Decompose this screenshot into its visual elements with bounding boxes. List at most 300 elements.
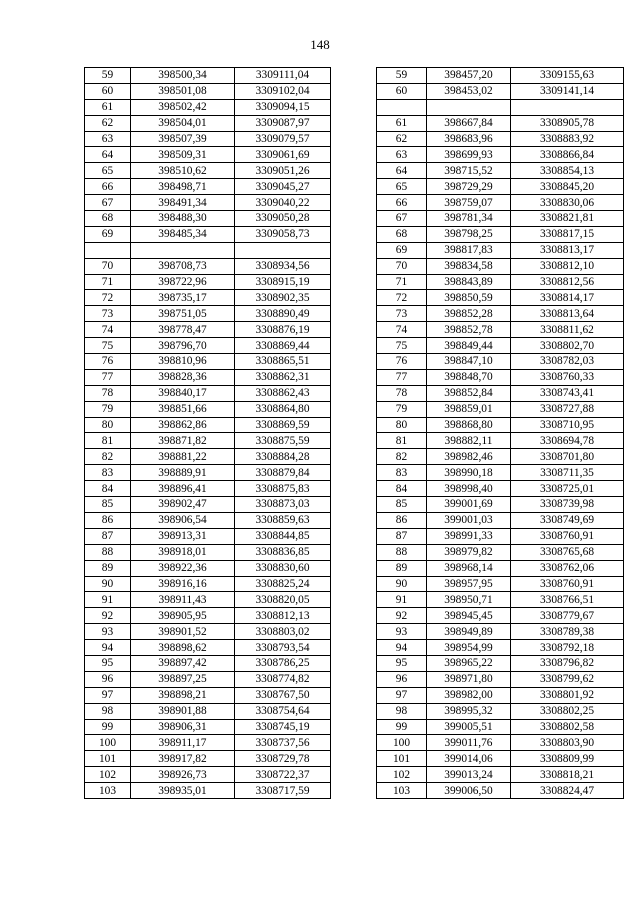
table-row bbox=[85, 258, 331, 274]
x-coordinate-cell: 398851,66 bbox=[131, 401, 235, 417]
point-number-cell: 85 bbox=[377, 497, 427, 513]
y-coordinate-cell: 3308802,58 bbox=[511, 719, 624, 735]
y-coordinate-cell: 3308737,56 bbox=[235, 735, 331, 751]
x-coordinate-cell: 398502,42 bbox=[131, 99, 235, 115]
point-number-cell: 94 bbox=[85, 640, 131, 656]
point-number-cell: 91 bbox=[377, 592, 427, 608]
y-coordinate-cell: 3308854,13 bbox=[511, 163, 624, 179]
x-coordinate-cell: 398859,01 bbox=[427, 401, 511, 417]
table-row bbox=[377, 576, 624, 592]
y-coordinate-cell: 3309045,27 bbox=[235, 179, 331, 195]
table-row bbox=[85, 767, 331, 783]
point-number-cell: 101 bbox=[85, 751, 131, 767]
x-coordinate-cell: 398852,28 bbox=[427, 306, 511, 322]
x-coordinate-cell: 398998,40 bbox=[427, 481, 511, 497]
x-coordinate-cell: 398982,46 bbox=[427, 449, 511, 465]
x-coordinate-cell: 398509,31 bbox=[131, 147, 235, 163]
y-coordinate-cell: 3308879,84 bbox=[235, 465, 331, 481]
x-coordinate-cell: 398862,86 bbox=[131, 417, 235, 433]
table-row bbox=[85, 687, 331, 703]
x-coordinate-cell: 398501,08 bbox=[131, 83, 235, 99]
table-row bbox=[85, 242, 331, 258]
x-coordinate-cell: 398810,96 bbox=[131, 354, 235, 370]
x-coordinate-cell: 398778,47 bbox=[131, 322, 235, 338]
table-row bbox=[377, 719, 624, 735]
x-coordinate-cell: 398990,18 bbox=[427, 465, 511, 481]
y-coordinate-cell: 3308745,19 bbox=[235, 719, 331, 735]
table-row bbox=[85, 115, 331, 131]
table-row bbox=[85, 576, 331, 592]
point-number-cell: 67 bbox=[85, 195, 131, 211]
table-row bbox=[377, 147, 624, 163]
y-coordinate-cell: 3308869,59 bbox=[235, 417, 331, 433]
y-coordinate-cell: 3309058,73 bbox=[235, 226, 331, 242]
y-coordinate-cell: 3308830,06 bbox=[511, 195, 624, 211]
x-coordinate-cell: 398781,34 bbox=[427, 211, 511, 227]
x-coordinate-cell: 398491,34 bbox=[131, 195, 235, 211]
point-number-cell: 73 bbox=[85, 306, 131, 322]
y-coordinate-cell: 3308760,91 bbox=[511, 528, 624, 544]
point-number-cell: 76 bbox=[85, 354, 131, 370]
x-coordinate-cell: 398683,96 bbox=[427, 131, 511, 147]
y-coordinate-cell: 3308725,01 bbox=[511, 481, 624, 497]
table-row bbox=[85, 481, 331, 497]
x-coordinate-cell: 398897,25 bbox=[131, 671, 235, 687]
x-coordinate-cell: 398917,82 bbox=[131, 751, 235, 767]
x-coordinate-cell: 398991,33 bbox=[427, 528, 511, 544]
y-coordinate-cell: 3309094,15 bbox=[235, 99, 331, 115]
point-number-cell: 77 bbox=[85, 369, 131, 385]
x-coordinate-cell: 398798,25 bbox=[427, 226, 511, 242]
table-row bbox=[85, 544, 331, 560]
point-number-cell: 65 bbox=[85, 163, 131, 179]
y-coordinate-cell: 3308803,02 bbox=[235, 624, 331, 640]
x-coordinate-cell: 398843,89 bbox=[427, 274, 511, 290]
point-number-cell: 66 bbox=[377, 195, 427, 211]
point-number-cell: 85 bbox=[85, 497, 131, 513]
table-row bbox=[85, 449, 331, 465]
table-row bbox=[377, 655, 624, 671]
point-number-cell: 91 bbox=[85, 592, 131, 608]
y-coordinate-cell: 3308865,51 bbox=[235, 354, 331, 370]
y-coordinate-cell: 3308812,10 bbox=[511, 258, 624, 274]
x-coordinate-cell: 398751,05 bbox=[131, 306, 235, 322]
point-number-cell: 94 bbox=[377, 640, 427, 656]
y-coordinate-cell: 3308825,24 bbox=[235, 576, 331, 592]
point-number-cell: 76 bbox=[377, 354, 427, 370]
table-row bbox=[85, 783, 331, 799]
table-row bbox=[377, 528, 624, 544]
x-coordinate-cell: 398954,99 bbox=[427, 640, 511, 656]
y-coordinate-cell: 3308818,21 bbox=[511, 767, 624, 783]
point-number-cell: 102 bbox=[377, 767, 427, 783]
point-number-cell: 88 bbox=[377, 544, 427, 560]
table-row bbox=[377, 767, 624, 783]
x-coordinate-cell: 398901,88 bbox=[131, 703, 235, 719]
point-number-cell: 60 bbox=[377, 83, 427, 99]
point-number-cell: 68 bbox=[377, 226, 427, 242]
y-coordinate-cell: 3308813,17 bbox=[511, 242, 624, 258]
y-coordinate-cell: 3309111,04 bbox=[235, 68, 331, 84]
y-coordinate-cell: 3309040,22 bbox=[235, 195, 331, 211]
point-number-cell bbox=[377, 99, 427, 115]
y-coordinate-cell: 3308779,67 bbox=[511, 608, 624, 624]
x-coordinate-cell: 399005,51 bbox=[427, 719, 511, 735]
table-row bbox=[85, 322, 331, 338]
point-number-cell: 64 bbox=[377, 163, 427, 179]
table-row bbox=[85, 719, 331, 735]
x-coordinate-cell: 398922,36 bbox=[131, 560, 235, 576]
y-coordinate-cell: 3308717,59 bbox=[235, 783, 331, 799]
point-number-cell: 62 bbox=[377, 131, 427, 147]
table-row bbox=[85, 497, 331, 513]
y-coordinate-cell: 3308902,35 bbox=[235, 290, 331, 306]
y-coordinate-cell: 3308821,81 bbox=[511, 211, 624, 227]
point-number-cell: 74 bbox=[377, 322, 427, 338]
table-body-left bbox=[85, 68, 331, 799]
point-number-cell: 60 bbox=[85, 83, 131, 99]
table-row bbox=[377, 481, 624, 497]
point-number-cell: 78 bbox=[377, 385, 427, 401]
point-number-cell: 102 bbox=[85, 767, 131, 783]
x-coordinate-cell: 398945,45 bbox=[427, 608, 511, 624]
table-row bbox=[85, 417, 331, 433]
point-number-cell: 95 bbox=[85, 655, 131, 671]
point-number-cell: 81 bbox=[377, 433, 427, 449]
table-row bbox=[85, 179, 331, 195]
y-coordinate-cell: 3308811,62 bbox=[511, 322, 624, 338]
y-coordinate-cell: 3308875,59 bbox=[235, 433, 331, 449]
x-coordinate-cell: 398852,84 bbox=[427, 385, 511, 401]
y-coordinate-cell: 3309061,69 bbox=[235, 147, 331, 163]
table-row bbox=[377, 306, 624, 322]
y-coordinate-cell: 3308801,92 bbox=[511, 687, 624, 703]
x-coordinate-cell: 398498,71 bbox=[131, 179, 235, 195]
y-coordinate-cell: 3308884,28 bbox=[235, 449, 331, 465]
y-coordinate-cell: 3308830,60 bbox=[235, 560, 331, 576]
y-coordinate-cell: 3308875,83 bbox=[235, 481, 331, 497]
x-coordinate-cell: 398848,70 bbox=[427, 369, 511, 385]
x-coordinate-cell bbox=[427, 99, 511, 115]
x-coordinate-cell: 398918,01 bbox=[131, 544, 235, 560]
point-number-cell: 93 bbox=[85, 624, 131, 640]
y-coordinate-cell: 3308701,80 bbox=[511, 449, 624, 465]
y-coordinate-cell: 3308786,25 bbox=[235, 655, 331, 671]
x-coordinate-cell: 399014,06 bbox=[427, 751, 511, 767]
table-row bbox=[85, 338, 331, 354]
x-coordinate-cell bbox=[131, 242, 235, 258]
x-coordinate-cell: 398968,14 bbox=[427, 560, 511, 576]
y-coordinate-cell: 3308817,15 bbox=[511, 226, 624, 242]
x-coordinate-cell: 398868,80 bbox=[427, 417, 511, 433]
x-coordinate-cell: 399006,50 bbox=[427, 783, 511, 799]
point-number-cell: 97 bbox=[377, 687, 427, 703]
point-number-cell: 99 bbox=[85, 719, 131, 735]
y-coordinate-cell: 3308710,95 bbox=[511, 417, 624, 433]
table-row bbox=[85, 401, 331, 417]
point-number-cell: 90 bbox=[377, 576, 427, 592]
point-number-cell: 103 bbox=[85, 783, 131, 799]
point-number-cell: 98 bbox=[377, 703, 427, 719]
x-coordinate-cell: 398849,44 bbox=[427, 338, 511, 354]
x-coordinate-cell: 398965,22 bbox=[427, 655, 511, 671]
x-coordinate-cell: 398828,36 bbox=[131, 369, 235, 385]
x-coordinate-cell: 398906,31 bbox=[131, 719, 235, 735]
x-coordinate-cell: 399001,03 bbox=[427, 512, 511, 528]
y-coordinate-cell: 3308765,68 bbox=[511, 544, 624, 560]
point-number-cell: 77 bbox=[377, 369, 427, 385]
point-number-cell: 88 bbox=[85, 544, 131, 560]
point-number-cell bbox=[85, 242, 131, 258]
coordinates-table-right bbox=[376, 67, 624, 799]
table-row bbox=[377, 354, 624, 370]
table-row bbox=[377, 226, 624, 242]
y-coordinate-cell: 3308727,88 bbox=[511, 401, 624, 417]
point-number-cell: 103 bbox=[377, 783, 427, 799]
point-number-cell: 73 bbox=[377, 306, 427, 322]
x-coordinate-cell: 398796,70 bbox=[131, 338, 235, 354]
y-coordinate-cell: 3308869,44 bbox=[235, 338, 331, 354]
y-coordinate-cell: 3309155,63 bbox=[511, 68, 624, 84]
point-number-cell: 59 bbox=[85, 68, 131, 84]
x-coordinate-cell: 398759,07 bbox=[427, 195, 511, 211]
x-coordinate-cell: 398926,73 bbox=[131, 767, 235, 783]
y-coordinate-cell: 3308862,31 bbox=[235, 369, 331, 385]
y-coordinate-cell: 3308694,78 bbox=[511, 433, 624, 449]
table-row bbox=[85, 751, 331, 767]
point-number-cell: 87 bbox=[85, 528, 131, 544]
point-number-cell: 99 bbox=[377, 719, 427, 735]
table-row bbox=[377, 274, 624, 290]
y-coordinate-cell: 3308814,17 bbox=[511, 290, 624, 306]
table-row bbox=[85, 465, 331, 481]
point-number-cell: 84 bbox=[85, 481, 131, 497]
table-row bbox=[377, 433, 624, 449]
table-row bbox=[85, 385, 331, 401]
table-row bbox=[377, 163, 624, 179]
y-coordinate-cell: 3308729,78 bbox=[235, 751, 331, 767]
x-coordinate-cell: 399001,69 bbox=[427, 497, 511, 513]
point-number-cell: 71 bbox=[377, 274, 427, 290]
table-row bbox=[377, 465, 624, 481]
y-coordinate-cell: 3308711,35 bbox=[511, 465, 624, 481]
y-coordinate-cell: 3309050,28 bbox=[235, 211, 331, 227]
y-coordinate-cell bbox=[235, 242, 331, 258]
y-coordinate-cell: 3308864,80 bbox=[235, 401, 331, 417]
x-coordinate-cell: 398510,62 bbox=[131, 163, 235, 179]
x-coordinate-cell: 398905,95 bbox=[131, 608, 235, 624]
y-coordinate-cell: 3308883,92 bbox=[511, 131, 624, 147]
x-coordinate-cell: 398850,59 bbox=[427, 290, 511, 306]
y-coordinate-cell: 3308767,50 bbox=[235, 687, 331, 703]
y-coordinate-cell: 3308749,69 bbox=[511, 512, 624, 528]
table-row bbox=[85, 512, 331, 528]
y-coordinate-cell bbox=[511, 99, 624, 115]
table-row bbox=[85, 83, 331, 99]
x-coordinate-cell: 398722,96 bbox=[131, 274, 235, 290]
x-coordinate-cell: 398817,83 bbox=[427, 242, 511, 258]
y-coordinate-cell: 3308766,51 bbox=[511, 592, 624, 608]
table-row bbox=[377, 671, 624, 687]
x-coordinate-cell: 398897,42 bbox=[131, 655, 235, 671]
point-number-cell: 80 bbox=[377, 417, 427, 433]
table-row bbox=[85, 640, 331, 656]
point-number-cell: 59 bbox=[377, 68, 427, 84]
x-coordinate-cell: 398847,10 bbox=[427, 354, 511, 370]
point-number-cell: 86 bbox=[85, 512, 131, 528]
point-number-cell: 75 bbox=[377, 338, 427, 354]
y-coordinate-cell: 3309079,57 bbox=[235, 131, 331, 147]
table-row bbox=[85, 592, 331, 608]
y-coordinate-cell: 3308890,49 bbox=[235, 306, 331, 322]
point-number-cell: 79 bbox=[377, 401, 427, 417]
point-number-cell: 61 bbox=[85, 99, 131, 115]
y-coordinate-cell: 3308789,38 bbox=[511, 624, 624, 640]
point-number-cell: 90 bbox=[85, 576, 131, 592]
point-number-cell: 79 bbox=[85, 401, 131, 417]
point-number-cell: 96 bbox=[377, 671, 427, 687]
x-coordinate-cell: 398901,52 bbox=[131, 624, 235, 640]
table-row bbox=[377, 624, 624, 640]
x-coordinate-cell: 398898,21 bbox=[131, 687, 235, 703]
table-row bbox=[377, 369, 624, 385]
table-row bbox=[377, 258, 624, 274]
table-row bbox=[377, 83, 624, 99]
x-coordinate-cell: 398906,54 bbox=[131, 512, 235, 528]
y-coordinate-cell: 3308866,84 bbox=[511, 147, 624, 163]
point-number-cell: 83 bbox=[85, 465, 131, 481]
x-coordinate-cell: 398916,16 bbox=[131, 576, 235, 592]
x-coordinate-cell: 399013,24 bbox=[427, 767, 511, 783]
y-coordinate-cell: 3308796,82 bbox=[511, 655, 624, 671]
y-coordinate-cell: 3308934,56 bbox=[235, 258, 331, 274]
y-coordinate-cell: 3308739,98 bbox=[511, 497, 624, 513]
point-number-cell: 70 bbox=[377, 258, 427, 274]
y-coordinate-cell: 3308792,18 bbox=[511, 640, 624, 656]
table-row bbox=[377, 99, 624, 115]
table-row bbox=[85, 68, 331, 84]
table-row bbox=[377, 735, 624, 751]
x-coordinate-cell: 398852,78 bbox=[427, 322, 511, 338]
table-row bbox=[85, 655, 331, 671]
y-coordinate-cell: 3309087,97 bbox=[235, 115, 331, 131]
y-coordinate-cell: 3308844,85 bbox=[235, 528, 331, 544]
table-row bbox=[377, 592, 624, 608]
point-number-cell: 101 bbox=[377, 751, 427, 767]
point-number-cell: 84 bbox=[377, 481, 427, 497]
point-number-cell: 81 bbox=[85, 433, 131, 449]
table-row bbox=[377, 338, 624, 354]
table-row bbox=[85, 131, 331, 147]
point-number-cell: 75 bbox=[85, 338, 131, 354]
x-coordinate-cell: 398902,47 bbox=[131, 497, 235, 513]
x-coordinate-cell: 398911,43 bbox=[131, 592, 235, 608]
x-coordinate-cell: 398715,52 bbox=[427, 163, 511, 179]
y-coordinate-cell: 3308820,05 bbox=[235, 592, 331, 608]
point-number-cell: 100 bbox=[377, 735, 427, 751]
point-number-cell: 63 bbox=[85, 131, 131, 147]
table-row bbox=[377, 608, 624, 624]
x-coordinate-cell: 398979,82 bbox=[427, 544, 511, 560]
x-coordinate-cell: 398735,17 bbox=[131, 290, 235, 306]
point-number-cell: 87 bbox=[377, 528, 427, 544]
point-number-cell: 92 bbox=[377, 608, 427, 624]
table-row bbox=[377, 401, 624, 417]
y-coordinate-cell: 3308802,70 bbox=[511, 338, 624, 354]
y-coordinate-cell: 3308813,64 bbox=[511, 306, 624, 322]
point-number-cell: 80 bbox=[85, 417, 131, 433]
table-row bbox=[377, 497, 624, 513]
point-number-cell: 92 bbox=[85, 608, 131, 624]
table-row bbox=[377, 687, 624, 703]
point-number-cell: 66 bbox=[85, 179, 131, 195]
table-row bbox=[377, 68, 624, 84]
table-row bbox=[377, 131, 624, 147]
x-coordinate-cell: 398882,11 bbox=[427, 433, 511, 449]
table-row bbox=[85, 735, 331, 751]
table-row bbox=[85, 528, 331, 544]
table-row bbox=[85, 163, 331, 179]
point-number-cell: 67 bbox=[377, 211, 427, 227]
x-coordinate-cell: 398834,58 bbox=[427, 258, 511, 274]
x-coordinate-cell: 398935,01 bbox=[131, 783, 235, 799]
table-row bbox=[85, 195, 331, 211]
point-number-cell: 64 bbox=[85, 147, 131, 163]
x-coordinate-cell: 399011,76 bbox=[427, 735, 511, 751]
y-coordinate-cell: 3308859,63 bbox=[235, 512, 331, 528]
table-row bbox=[85, 671, 331, 687]
x-coordinate-cell: 398667,84 bbox=[427, 115, 511, 131]
y-coordinate-cell: 3308824,47 bbox=[511, 783, 624, 799]
point-number-cell: 70 bbox=[85, 258, 131, 274]
x-coordinate-cell: 398881,22 bbox=[131, 449, 235, 465]
table-row bbox=[85, 703, 331, 719]
table-row bbox=[377, 783, 624, 799]
table-row bbox=[377, 211, 624, 227]
y-coordinate-cell: 3308782,03 bbox=[511, 354, 624, 370]
y-coordinate-cell: 3308873,03 bbox=[235, 497, 331, 513]
y-coordinate-cell: 3308803,90 bbox=[511, 735, 624, 751]
y-coordinate-cell: 3308845,20 bbox=[511, 179, 624, 195]
x-coordinate-cell: 398889,91 bbox=[131, 465, 235, 481]
point-number-cell: 83 bbox=[377, 465, 427, 481]
x-coordinate-cell: 398995,32 bbox=[427, 703, 511, 719]
x-coordinate-cell: 398957,95 bbox=[427, 576, 511, 592]
point-number-cell: 71 bbox=[85, 274, 131, 290]
table-row bbox=[85, 226, 331, 242]
table-row bbox=[377, 751, 624, 767]
point-number-cell: 78 bbox=[85, 385, 131, 401]
point-number-cell: 82 bbox=[85, 449, 131, 465]
x-coordinate-cell: 398911,17 bbox=[131, 735, 235, 751]
table-row bbox=[377, 512, 624, 528]
point-number-cell: 68 bbox=[85, 211, 131, 227]
y-coordinate-cell: 3309141,14 bbox=[511, 83, 624, 99]
table-row bbox=[377, 449, 624, 465]
point-number-cell: 61 bbox=[377, 115, 427, 131]
table-row bbox=[85, 147, 331, 163]
y-coordinate-cell: 3308905,78 bbox=[511, 115, 624, 131]
x-coordinate-cell: 398840,17 bbox=[131, 385, 235, 401]
point-number-cell: 95 bbox=[377, 655, 427, 671]
page-number: 148 bbox=[310, 37, 330, 52]
y-coordinate-cell: 3309051,26 bbox=[235, 163, 331, 179]
y-coordinate-cell: 3308802,25 bbox=[511, 703, 624, 719]
x-coordinate-cell: 398913,31 bbox=[131, 528, 235, 544]
table-row bbox=[85, 211, 331, 227]
table-row bbox=[377, 195, 624, 211]
point-number-cell: 98 bbox=[85, 703, 131, 719]
